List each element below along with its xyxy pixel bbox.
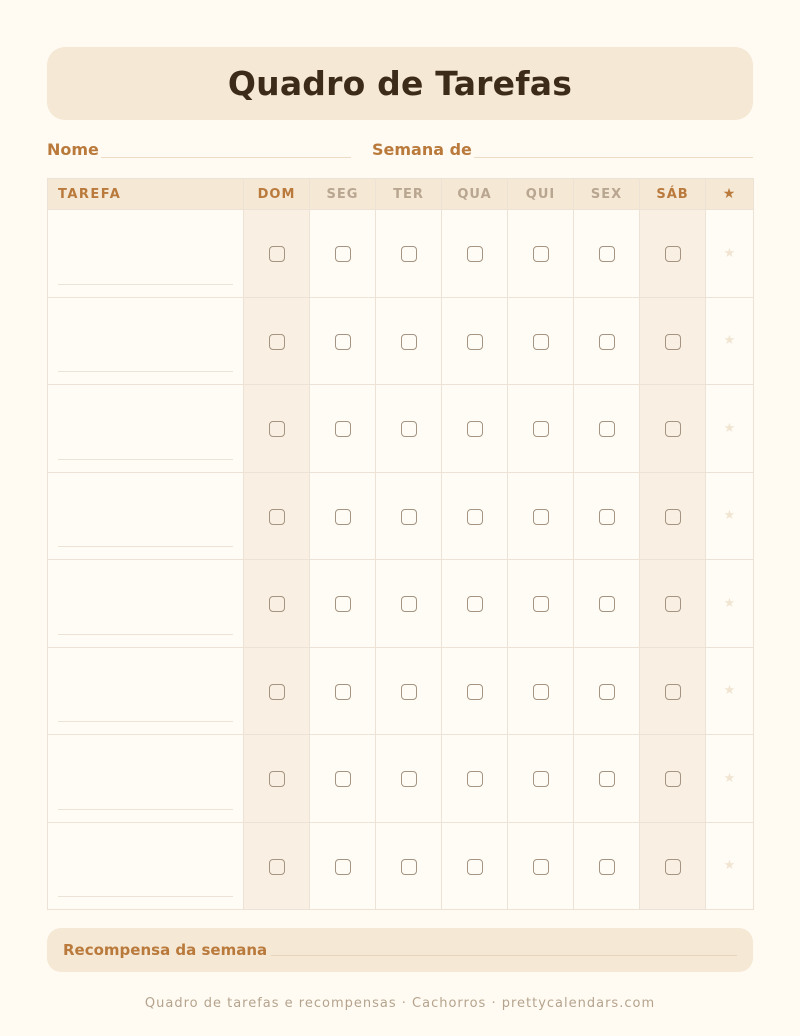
- checkbox[interactable]: [401, 421, 417, 437]
- checkbox[interactable]: [665, 859, 681, 875]
- task-write-line: [58, 371, 233, 372]
- checkbox[interactable]: [467, 421, 483, 437]
- star-icon[interactable]: ★: [706, 822, 754, 910]
- day-cell-ter: [376, 210, 442, 298]
- day-header-ter: TER: [376, 179, 442, 210]
- task-input-cell[interactable]: [48, 560, 244, 648]
- checkbox[interactable]: [665, 684, 681, 700]
- checkbox[interactable]: [335, 771, 351, 787]
- day-cell-sab: [640, 647, 706, 735]
- checkbox[interactable]: [269, 771, 285, 787]
- checkbox[interactable]: [665, 596, 681, 612]
- day-cell-sab: [640, 560, 706, 648]
- checkbox[interactable]: [599, 684, 615, 700]
- day-cell-qua: [442, 560, 508, 648]
- star-icon[interactable]: ★: [706, 735, 754, 823]
- star-icon[interactable]: ★: [706, 647, 754, 735]
- checkbox[interactable]: [665, 334, 681, 350]
- checkbox[interactable]: [401, 334, 417, 350]
- day-cell-sab: [640, 472, 706, 560]
- day-header-sab: SÁB: [640, 179, 706, 210]
- task-input-cell[interactable]: [48, 385, 244, 473]
- checkbox[interactable]: [269, 859, 285, 875]
- name-line[interactable]: [101, 156, 351, 158]
- star-header-icon: ★: [706, 179, 754, 210]
- day-cell-qua: [442, 735, 508, 823]
- day-cell-ter: [376, 472, 442, 560]
- checkbox[interactable]: [401, 246, 417, 262]
- checkbox[interactable]: [269, 596, 285, 612]
- day-cell-sex: [574, 647, 640, 735]
- day-cell-dom: [244, 560, 310, 648]
- checkbox[interactable]: [269, 421, 285, 437]
- day-cell-seg: [310, 210, 376, 298]
- reward-line[interactable]: [271, 955, 737, 956]
- star-icon[interactable]: ★: [706, 297, 754, 385]
- day-cell-qui: [508, 472, 574, 560]
- checkbox[interactable]: [467, 334, 483, 350]
- table-row: [48, 647, 754, 735]
- day-cell-seg: [310, 735, 376, 823]
- week-line[interactable]: [474, 156, 753, 158]
- day-cell-qui: [508, 385, 574, 473]
- day-cell-seg: [310, 385, 376, 473]
- checkbox[interactable]: [599, 771, 615, 787]
- day-cell-qua: [442, 385, 508, 473]
- checkbox[interactable]: [533, 684, 549, 700]
- footer-text: Quadro de tarefas e recompensas · Cachorros · prettycalendars.com: [144, 996, 656, 1011]
- task-input-cell[interactable]: [48, 210, 244, 298]
- checkbox[interactable]: [467, 596, 483, 612]
- table-row: [48, 385, 754, 473]
- task-header: TAREFA: [48, 179, 244, 210]
- day-cell-dom: [244, 210, 310, 298]
- task-write-line: [58, 459, 233, 460]
- day-cell-sex: [574, 735, 640, 823]
- checkbox[interactable]: [467, 509, 483, 525]
- task-input-cell[interactable]: [48, 647, 244, 735]
- checkbox[interactable]: [599, 334, 615, 350]
- day-cell-seg: [310, 297, 376, 385]
- day-cell-qui: [508, 297, 574, 385]
- day-cell-qua: [442, 210, 508, 298]
- checkbox[interactable]: [335, 596, 351, 612]
- task-input-cell[interactable]: [48, 472, 244, 560]
- checkbox[interactable]: [599, 246, 615, 262]
- task-write-line: [58, 634, 233, 635]
- day-cell-qui: [508, 822, 574, 910]
- day-cell-ter: [376, 297, 442, 385]
- checkbox[interactable]: [335, 509, 351, 525]
- day-cell-qui: [508, 210, 574, 298]
- star-icon[interactable]: ★: [706, 560, 754, 648]
- day-cell-qui: [508, 647, 574, 735]
- task-input-cell[interactable]: [48, 822, 244, 910]
- checkbox[interactable]: [401, 859, 417, 875]
- checkbox[interactable]: [269, 246, 285, 262]
- day-cell-sex: [574, 822, 640, 910]
- day-cell-sab: [640, 297, 706, 385]
- task-write-line: [58, 284, 233, 285]
- star-icon[interactable]: ★: [706, 385, 754, 473]
- checkbox[interactable]: [533, 334, 549, 350]
- day-cell-ter: [376, 735, 442, 823]
- day-cell-sex: [574, 472, 640, 560]
- day-cell-dom: [244, 647, 310, 735]
- day-cell-sex: [574, 560, 640, 648]
- task-write-line: [58, 896, 233, 897]
- checkbox[interactable]: [599, 596, 615, 612]
- day-cell-sab: [640, 210, 706, 298]
- checkbox[interactable]: [533, 421, 549, 437]
- table-row: [48, 560, 754, 648]
- checkbox[interactable]: [533, 246, 549, 262]
- checkbox[interactable]: [533, 509, 549, 525]
- day-cell-qui: [508, 735, 574, 823]
- day-cell-dom: [244, 472, 310, 560]
- day-cell-sab: [640, 822, 706, 910]
- day-cell-qui: [508, 560, 574, 648]
- checkbox[interactable]: [665, 246, 681, 262]
- day-header-sex: SEX: [574, 179, 640, 210]
- star-icon[interactable]: ★: [706, 210, 754, 298]
- name-label: Nome: [47, 140, 99, 159]
- table-row: [48, 297, 754, 385]
- page-title: Quadro de Tarefas: [227, 64, 573, 103]
- day-cell-seg: [310, 472, 376, 560]
- day-cell-qua: [442, 297, 508, 385]
- table-row: [48, 472, 754, 560]
- checkbox[interactable]: [335, 246, 351, 262]
- checkbox[interactable]: [467, 859, 483, 875]
- table-row: [48, 210, 754, 298]
- table-row: [48, 822, 754, 910]
- day-cell-sex: [574, 385, 640, 473]
- checkbox[interactable]: [401, 771, 417, 787]
- day-cell-seg: [310, 560, 376, 648]
- checkbox[interactable]: [401, 684, 417, 700]
- checkbox[interactable]: [401, 596, 417, 612]
- day-cell-ter: [376, 822, 442, 910]
- checkbox[interactable]: [665, 509, 681, 525]
- chore-table: [47, 178, 754, 910]
- checkbox[interactable]: [599, 421, 615, 437]
- checkbox[interactable]: [599, 509, 615, 525]
- star-icon[interactable]: ★: [706, 472, 754, 560]
- day-header-seg: SEG: [310, 179, 376, 210]
- day-cell-sex: [574, 297, 640, 385]
- day-header-dom: DOM: [244, 179, 310, 210]
- reward-label: Recompensa da semana: [63, 941, 268, 959]
- day-header-qui: QUI: [508, 179, 574, 210]
- checkbox[interactable]: [335, 684, 351, 700]
- day-cell-dom: [244, 297, 310, 385]
- checkbox[interactable]: [269, 509, 285, 525]
- day-cell-qua: [442, 472, 508, 560]
- checkbox[interactable]: [467, 771, 483, 787]
- checkbox[interactable]: [533, 859, 549, 875]
- day-cell-qua: [442, 822, 508, 910]
- checkbox[interactable]: [335, 421, 351, 437]
- checkbox[interactable]: [533, 771, 549, 787]
- checkbox[interactable]: [401, 509, 417, 525]
- week-label: Semana de: [372, 140, 472, 159]
- checkbox[interactable]: [335, 334, 351, 350]
- day-cell-dom: [244, 385, 310, 473]
- day-cell-dom: [244, 822, 310, 910]
- day-cell-sex: [574, 210, 640, 298]
- checkbox[interactable]: [533, 596, 549, 612]
- day-cell-ter: [376, 647, 442, 735]
- checkbox[interactable]: [665, 421, 681, 437]
- name-field[interactable]: [47, 138, 351, 160]
- day-cell-dom: [244, 735, 310, 823]
- weekly-reward-field[interactable]: [47, 928, 753, 972]
- day-header-qua: QUA: [442, 179, 508, 210]
- task-input-cell[interactable]: [48, 297, 244, 385]
- checkbox[interactable]: [467, 246, 483, 262]
- day-cell-sab: [640, 735, 706, 823]
- day-cell-sab: [640, 385, 706, 473]
- checkbox[interactable]: [665, 771, 681, 787]
- day-cell-seg: [310, 822, 376, 910]
- week-field[interactable]: [372, 138, 753, 160]
- day-cell-ter: [376, 560, 442, 648]
- checkbox[interactable]: [599, 859, 615, 875]
- task-input-cell[interactable]: [48, 735, 244, 823]
- checkbox[interactable]: [269, 684, 285, 700]
- checkbox[interactable]: [467, 684, 483, 700]
- table-row: [48, 735, 754, 823]
- task-write-line: [58, 809, 233, 810]
- checkbox[interactable]: [335, 859, 351, 875]
- table-header-row: [48, 179, 754, 210]
- title-banner: [47, 47, 753, 120]
- checkbox[interactable]: [269, 334, 285, 350]
- task-write-line: [58, 546, 233, 547]
- day-cell-qua: [442, 647, 508, 735]
- day-cell-seg: [310, 647, 376, 735]
- task-write-line: [58, 721, 233, 722]
- day-cell-ter: [376, 385, 442, 473]
